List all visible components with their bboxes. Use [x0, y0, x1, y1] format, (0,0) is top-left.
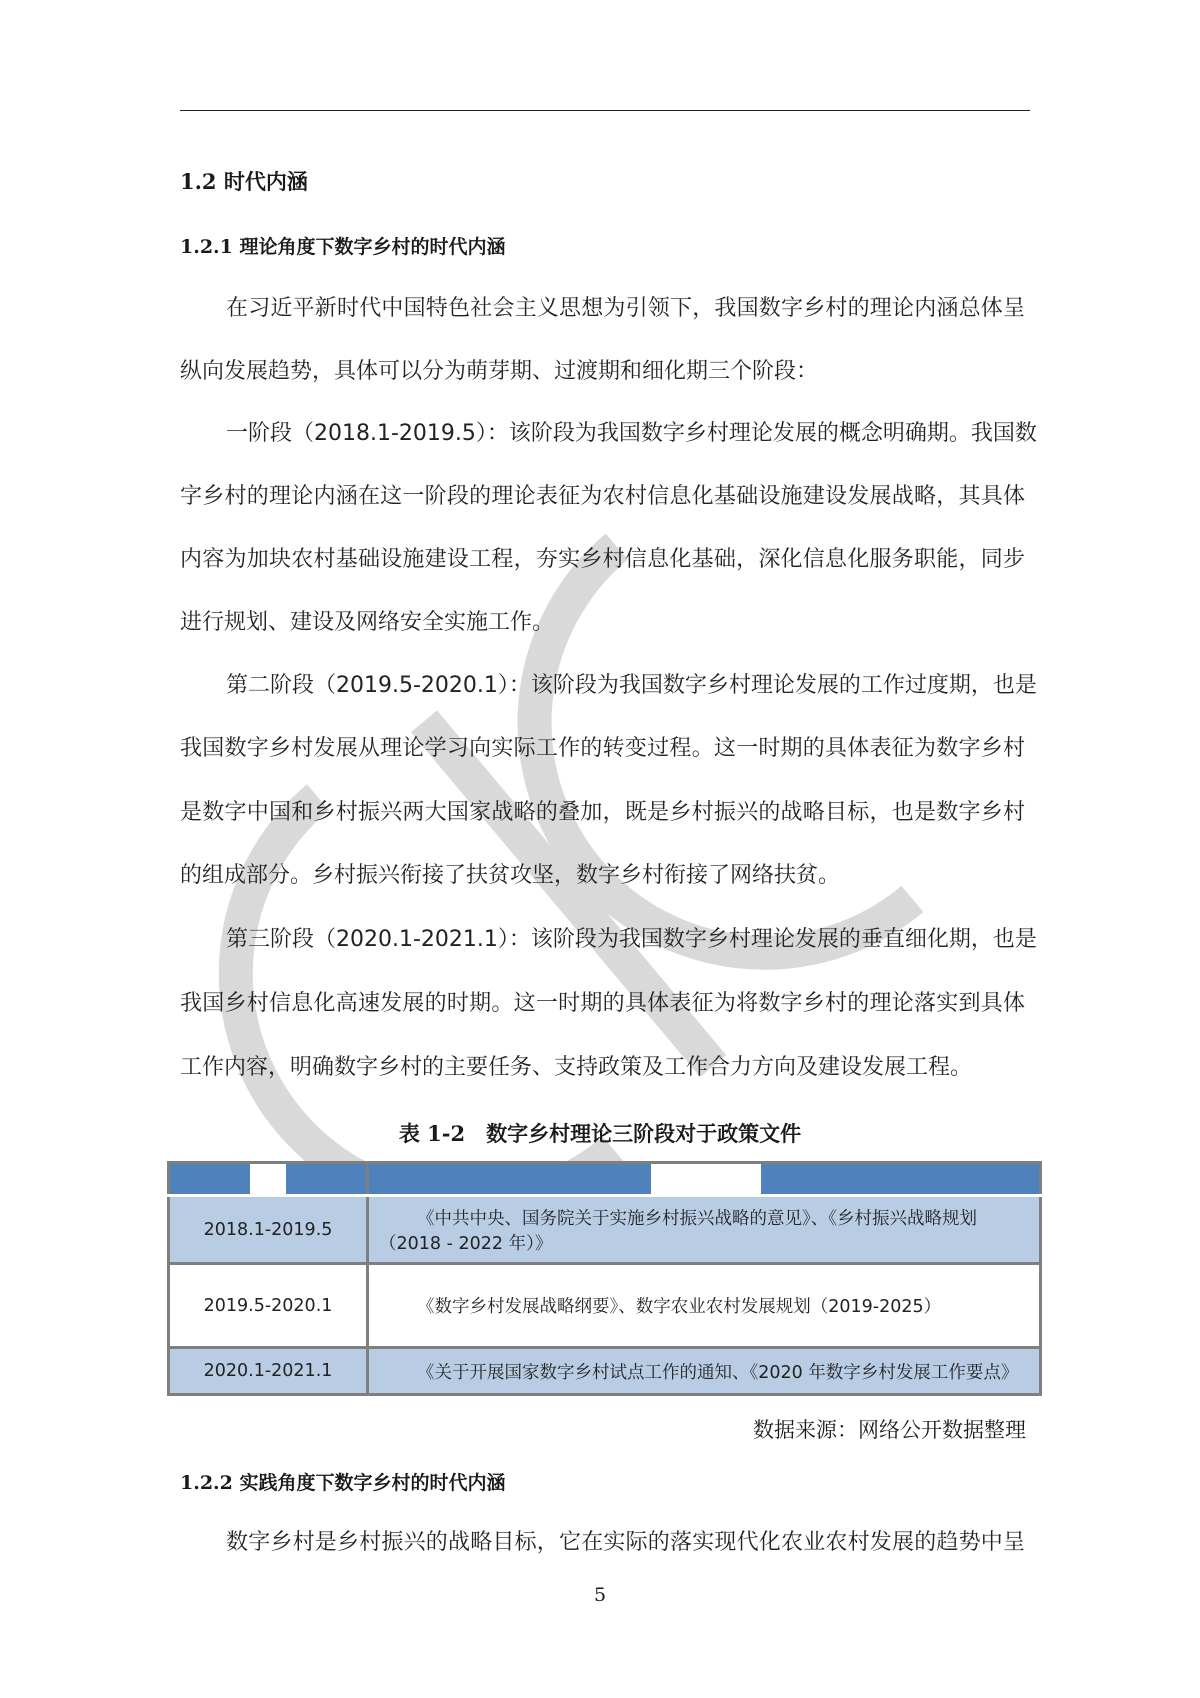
table-header-row	[169, 1163, 1041, 1196]
policy-table	[167, 1161, 1042, 1396]
subsection-heading-1: 1.2.1 理论角度下数字乡村的时代内涵	[180, 236, 506, 258]
docs-cell: 《中共中央、国务院关于实施乡村振兴战略的意见》、《乡村振兴战略规划	[417, 1208, 977, 1229]
section-heading: 1.2 时代内涵	[180, 169, 308, 194]
paragraph-line: 第三阶段（2020.1-2021.1）：该阶段为我国数字乡村理论发展的垂直细化期，也是	[226, 927, 1037, 952]
period-cell: 2019.5-2020.1	[169, 1264, 368, 1348]
page-number: 5	[593, 1584, 607, 1606]
paragraph-line: 在习近平新时代中国特色社会主义思想为引领下，我国数字乡村的理论内涵总体呈	[226, 296, 1025, 321]
paragraph-line: 我国乡村信息化高速发展的时期。这一时期的具体表征为将数字乡村的理论落实到具体	[180, 991, 1025, 1016]
period-cell: 2020.1-2021.1	[169, 1348, 368, 1395]
paragraph-line: 的组成部分。乡村振兴衔接了扶贫攻坚，数字乡村衔接了网络扶贫。	[180, 863, 841, 888]
period-cell: 2018.1-2019.5	[169, 1196, 368, 1264]
subsection-heading-2: 1.2.2 实践角度下数字乡村的时代内涵	[180, 1472, 506, 1494]
table-row	[169, 1348, 1041, 1395]
paragraph-line: 是数字中国和乡村振兴两大国家战略的叠加，既是乡村振兴的战略目标，也是数字乡村	[180, 800, 1025, 825]
paragraph-line: 工作内容，明确数字乡村的主要任务、支持政策及工作合力方向及建设发展工程。	[180, 1055, 973, 1080]
paragraph-line: 进行规划、建设及网络安全实施工作。	[180, 610, 555, 635]
paragraph-line: 我国数字乡村发展从理论学习向实际工作的转变过程。这一时期的具体表征为数字乡村	[180, 736, 1025, 761]
table-row	[169, 1196, 1041, 1264]
data-source-note: 数据来源：网络公开数据整理	[753, 1418, 1026, 1442]
paragraph-line: 数字乡村是乡村振兴的战略目标，它在实际的落实现代化农业农村发展的趋势中呈	[226, 1530, 1025, 1555]
docs-cell: 《关于开展国家数字乡村试点工作的通知、《2020 年数字乡村发展工作要点》	[368, 1348, 1041, 1395]
header-rule	[180, 110, 1030, 111]
table-caption: 表 1-2 数字乡村理论三阶段对于政策文件	[398, 1121, 802, 1146]
paragraph-line: 纵向发展趋势，具体可以分为萌芽期、过渡期和细化期三个阶段：	[180, 359, 819, 384]
table-row	[169, 1264, 1041, 1348]
paragraph-line: 字乡村的理论内涵在这一阶段的理论表征为农村信息化基础设施建设发展战略，其具体	[180, 484, 1025, 509]
paragraph-line: 一阶段（2018.1-2019.5）：该阶段为我国数字乡村理论发展的概念明确期。我国数	[226, 421, 1037, 446]
docs-cell-continued: （2018 - 2022 年）》	[379, 1233, 553, 1254]
docs-cell: 《数字乡村发展战略纲要》、数字农业农村发展规划（2019-2025）	[368, 1264, 1041, 1348]
paragraph-line: 内容为加块农村基础设施建设工程，夯实乡村信息化基础，深化信息化服务职能，同步	[180, 547, 1025, 572]
paragraph-line: 第二阶段（2019.5-2020.1）：该阶段为我国数字乡村理论发展的工作过度期，也是	[226, 673, 1037, 698]
